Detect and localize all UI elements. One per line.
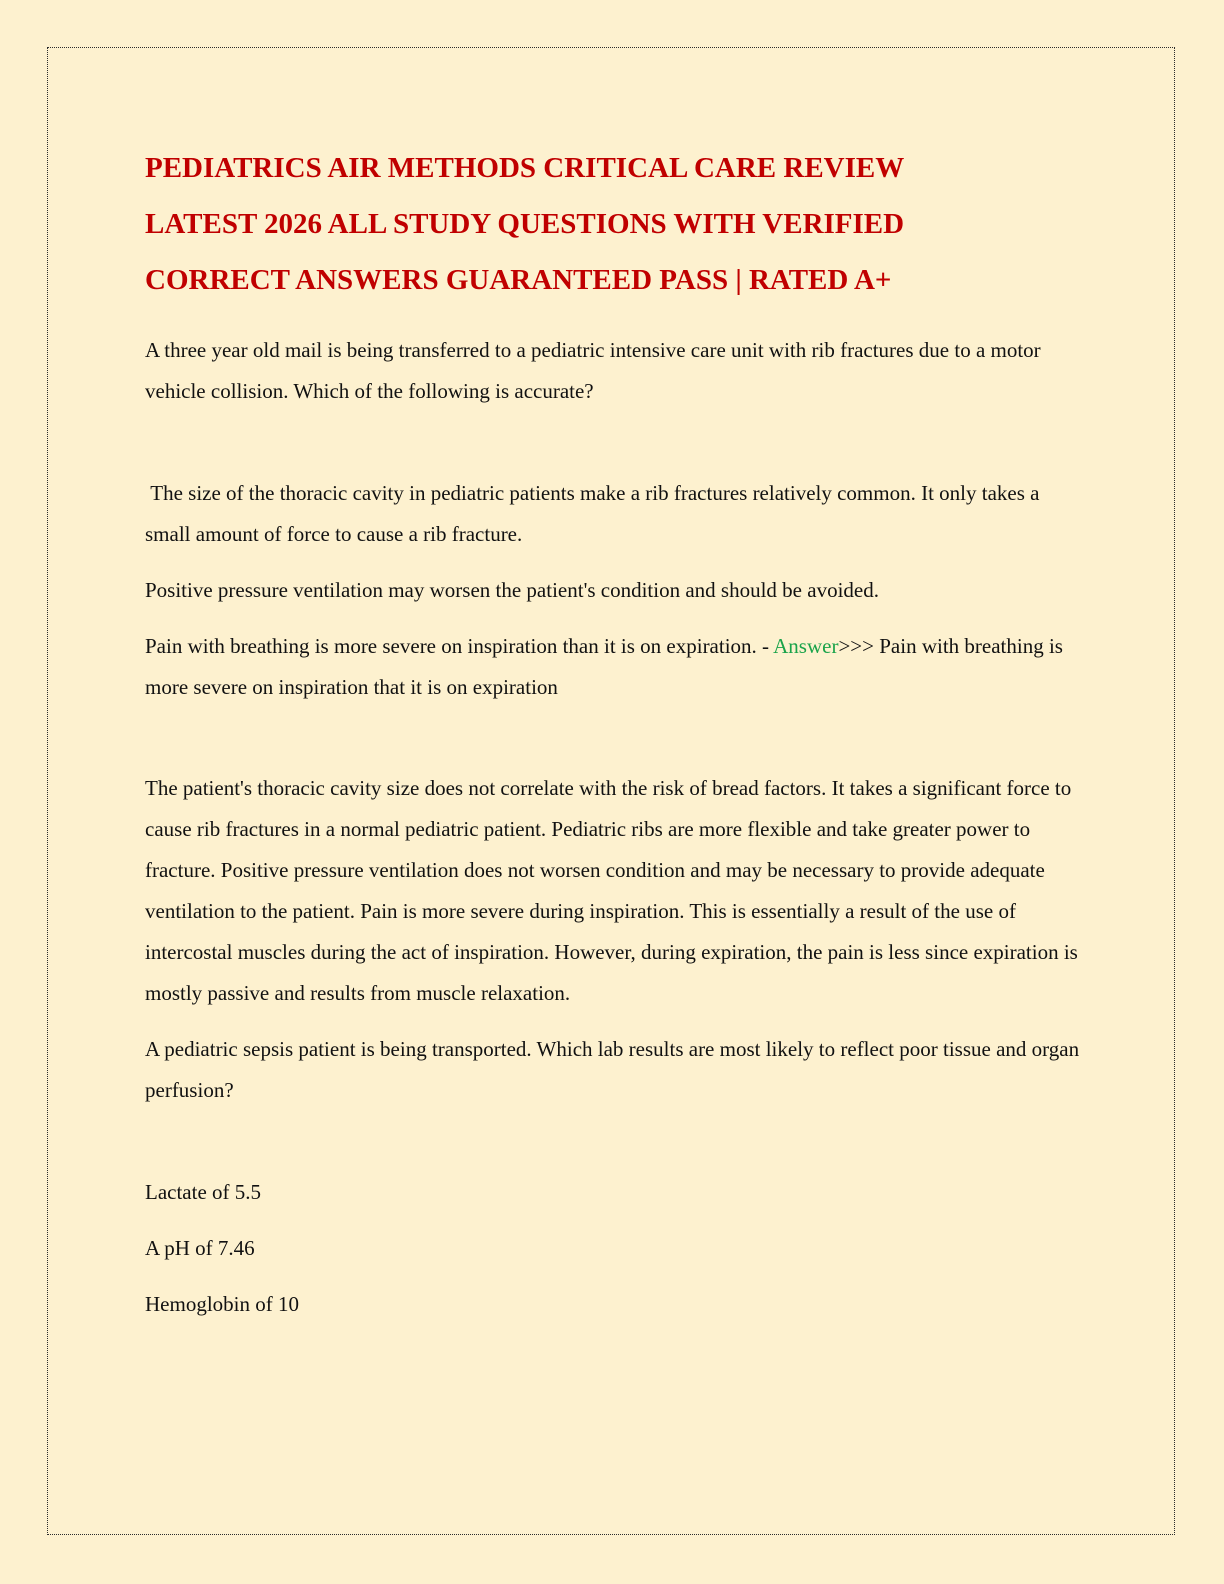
question-1-option-1: The size of the thoracic cavity in pediatric patients make a rib fractures relatively common. It only takes a small amount of force to cause a rib fracture. [145,481,1045,546]
option-3-text: Pain with breathing is more severe on inspiration than it is on expiration. - [145,634,774,658]
title-line-3: CORRECT ANSWERS GUARANTEED PASS | RATED A+ [145,264,892,296]
question-1-explanation: The patient's thoracic cavity size does not correlate with the risk of bread factors. It takes a significant force to cause rib fractures in a normal pediatric patient. Pediatric ribs are more flexible and take greater power to fracture. Positive pressure ventilation does not worsen condition and may be necessary to provide adequate ventilation to the patient. Pain is more severe during inspiration. This is essentially a result of the use of intercostal muscles during the act of inspiration. However, during expiration, the pain is less since expiration is mostly passive and results from muscle relaxation. [145,776,1078,1005]
document-content [145,140,1085,1325]
question-1-option-3 [145,626,1085,708]
document-title [145,140,1085,308]
answer-text: >>> Pain with breathing is more severe on inspiration that it is on expiration [145,634,1063,699]
question-2-option-1: Lactate of 5.5 [145,1180,262,1204]
title-line-1: PEDIATRICS AIR METHODS CRITICAL CARE REVIEW [145,152,905,184]
answer-label: Answer [773,634,839,658]
question-1-option-2: Positive pressure ventilation may worsen the patient's condition and should be avoided. [145,578,879,602]
title-line-2: LATEST 2026 ALL STUDY QUESTIONS WITH VERIFIED [145,208,905,240]
question-1: A three year old mail is being transferred to a pediatric intensive care unit with rib fractures due to a motor vehicle collision. Which of the following is accurate? [145,338,1041,403]
question-2-option-3: Hemoglobin of 10 [145,1292,299,1316]
question-2: A pediatric sepsis patient is being transported. Which lab results are most likely to reflect poor tissue and organ perfusion? [145,1037,1080,1102]
question-2-option-2: A pH of 7.46 [145,1236,255,1260]
